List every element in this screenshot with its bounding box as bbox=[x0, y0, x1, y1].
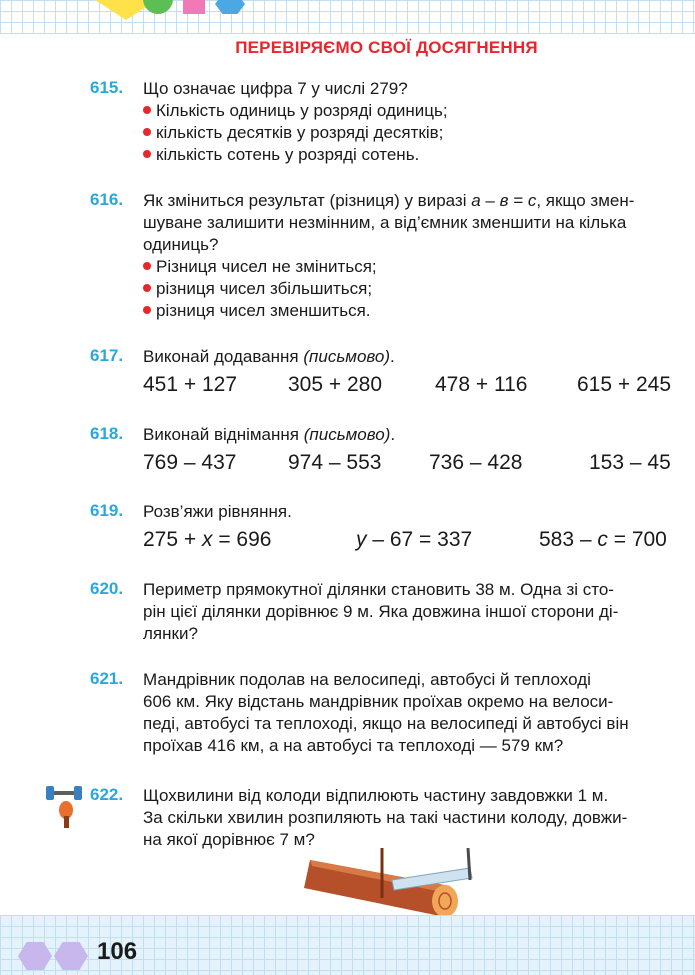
option: Різниця чисел не зміниться; bbox=[143, 256, 671, 278]
task-number: 618. bbox=[90, 424, 124, 443]
equation: y – 67 = 337 bbox=[356, 528, 473, 551]
text-line: шуване залишити незмінним, а від’ємник зменшити на кілька bbox=[143, 213, 627, 232]
task-number: 619. bbox=[90, 501, 124, 520]
dumbbell-icon bbox=[44, 780, 86, 830]
expression: 305 + 280 bbox=[288, 373, 383, 396]
log-with-saw-illustration bbox=[300, 838, 485, 918]
text-line: лянки? bbox=[143, 624, 198, 643]
expression: 736 – 428 bbox=[429, 451, 523, 474]
page-title: ПЕРЕВІРЯЄМО СВОЇ ДОСЯГНЕННЯ bbox=[235, 38, 538, 57]
task-text bbox=[143, 669, 671, 757]
task-text: Виконай віднімання (письмово). bbox=[143, 425, 396, 444]
option: кількість десятків у розряді десятків; bbox=[143, 122, 671, 144]
text-line: Мандрівник подолав на велосипеді, автобусі й теплоході bbox=[143, 670, 591, 689]
equation: 275 + x = 696 bbox=[143, 528, 272, 551]
bullet-icon bbox=[143, 150, 151, 158]
text-line: проїхав 416 км, а на автобусі та теплоході — 579 км? bbox=[143, 736, 564, 755]
option: різниця чисел зменшиться. bbox=[143, 300, 671, 322]
task-text: Розв’яжи рівняння. bbox=[143, 502, 292, 521]
task-number: 621. bbox=[90, 669, 124, 688]
task-number: 622. bbox=[90, 785, 124, 804]
text-line: Щохвилини від колоди відпилюють частину завдовжки 1 м. bbox=[143, 786, 609, 805]
text-line: одиниць? bbox=[143, 235, 219, 254]
task-text bbox=[143, 190, 671, 322]
expression: 451 + 127 bbox=[143, 373, 238, 396]
text-line: рін цієї ділянки дорівнює 9 м. Яка довжина іншої сторони ді- bbox=[143, 602, 619, 621]
expression: 769 – 437 bbox=[143, 451, 237, 474]
task-number: 617. bbox=[90, 346, 124, 365]
text-line: педі, автобусі та теплоході, якщо на велосипеді й автобусі він bbox=[143, 714, 629, 733]
text-line: Як зміниться результат (різниця) у виразі a – в = c, якщо змен- bbox=[143, 191, 635, 210]
option: різниця чисел збільшиться; bbox=[143, 278, 671, 300]
expression: 974 – 553 bbox=[288, 451, 382, 474]
expression: 153 – 45 bbox=[589, 451, 671, 474]
task-number: 615. bbox=[90, 78, 124, 97]
expression: 478 + 116 bbox=[435, 373, 528, 396]
bullet-icon bbox=[143, 306, 151, 314]
bullet-icon bbox=[143, 262, 151, 270]
page-number: 106 bbox=[97, 938, 138, 965]
task-text bbox=[143, 78, 671, 166]
question: Що означає цифра 7 у числі 279? bbox=[143, 79, 408, 98]
text-line: Периметр прямокутної ділянки становить 38 м. Одна зі сто- bbox=[143, 580, 614, 599]
equation: 583 – c = 700 bbox=[539, 528, 667, 551]
expression: 615 + 245 bbox=[577, 373, 672, 396]
bullet-icon bbox=[143, 284, 151, 292]
expression: a – в = c bbox=[471, 191, 537, 210]
text-line: на якої дорівнює 7 м? bbox=[143, 830, 315, 849]
text-line: За скільки хвилин розпиляють на такі частини колоду, довжи- bbox=[143, 808, 628, 827]
task-text bbox=[143, 579, 671, 645]
task-text: Виконай додавання (письмово). bbox=[143, 347, 395, 366]
option: кількість сотень у розряді сотень. bbox=[143, 144, 671, 166]
option: Кількість одиниць у розряді одиниць; bbox=[143, 100, 671, 122]
task-number: 620. bbox=[90, 579, 124, 598]
task-number: 616. bbox=[90, 190, 124, 209]
bullet-icon bbox=[143, 106, 151, 114]
text-line: 606 км. Яку відстань мандрівник проїхав окремо на велоси- bbox=[143, 692, 614, 711]
square-decoration bbox=[183, 0, 205, 14]
bullet-icon bbox=[143, 128, 151, 136]
